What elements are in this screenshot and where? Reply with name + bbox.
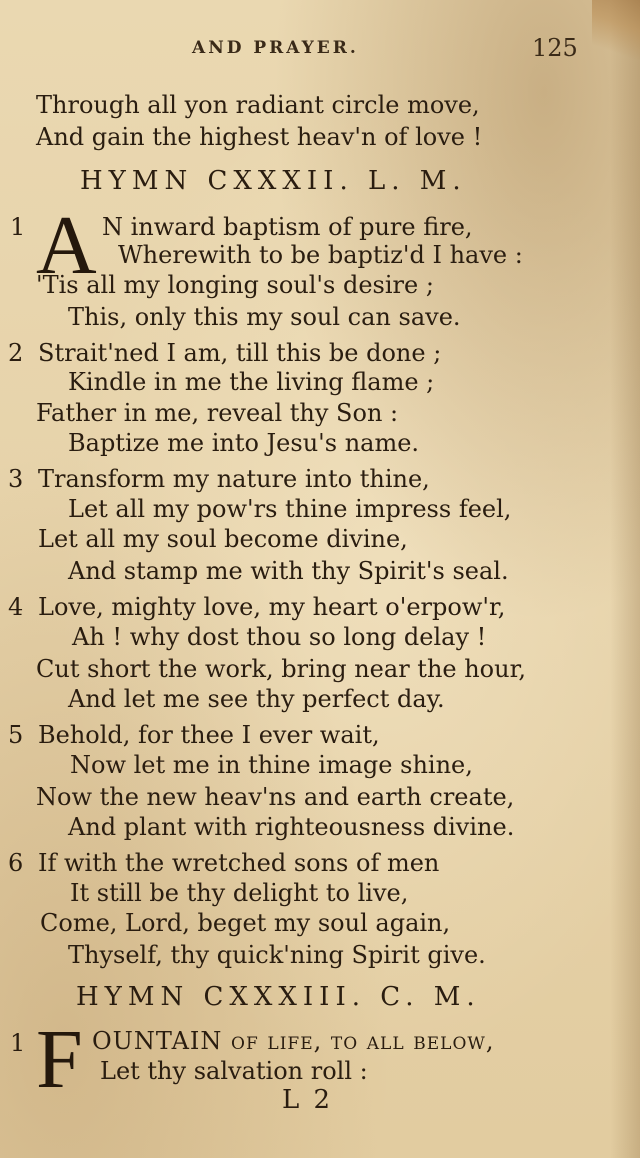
hymn-133-drop-cap: F <box>36 1013 83 1106</box>
signature-mark: L 2 <box>282 1085 334 1115</box>
hymn-132-verse-6-number: 6 <box>8 849 24 877</box>
hymn-132-verse-6-line-1: If with the wretched sons of men <box>38 849 440 877</box>
hymn-132-verse-2-line-2: Kindle in me the living flame ; <box>68 368 435 396</box>
hymn-132-verse-3-line-2: Let all my pow'rs thine impress feel, <box>68 495 512 523</box>
running-head <box>0 34 640 66</box>
hymn-133-title: HYMN CXXXIII. C. M. <box>76 982 481 1012</box>
hymn-132-verse-5-line-1: Behold, for thee I ever wait, <box>38 721 380 749</box>
hymn-133-verse-1-line-2: Let thy salvation roll : <box>100 1057 368 1085</box>
hymn-132-verse-2-line-4: Baptize me into Jesu's name. <box>68 429 420 457</box>
hymn-132-drop-cap: A <box>36 199 97 292</box>
hymn-132-verse-4-line-4: And let me see thy perfect day. <box>68 685 445 713</box>
hymn-132-verse-3-line-4: And stamp me with thy Spirit's seal. <box>68 557 509 585</box>
hymn-132-verse-5-line-4: And plant with righteousness divine. <box>68 813 515 841</box>
hymn-132-verse-5-number: 5 <box>8 721 24 749</box>
hymn-132-verse-4-line-1: Love, mighty love, my heart o'erpow'r, <box>38 593 506 621</box>
hymn-132-verse-4-line-2: Ah ! why dost thou so long delay ! <box>72 623 487 651</box>
hymn-132-verse-6-line-2: It still be thy delight to live, <box>70 879 409 907</box>
hymn-132-verse-5-line-3: Now the new heav'ns and earth create, <box>36 783 515 811</box>
hymn-132-verse-4-number: 4 <box>8 593 24 621</box>
hymn-132-verse-5-line-2: Now let me in thine image shine, <box>70 751 473 779</box>
hymn-132-verse-1-line-4: This, only this my soul can save. <box>68 303 461 331</box>
opening-line-1: Through all yon radiant circle move, <box>36 91 480 119</box>
hymn-132-verse-3-line-3: Let all my soul become divine, <box>38 525 408 553</box>
hymn-132-verse-6-line-3: Come, Lord, beget my soul again, <box>40 909 451 937</box>
opening-line-2: And gain the highest heav'n of love ! <box>36 123 483 151</box>
hymn-132-verse-3-number: 3 <box>8 465 24 493</box>
hymn-132-verse-6-line-4: Thyself, thy quick'ning Spirit give. <box>68 941 486 969</box>
hymn-132-verse-3-line-1: Transform my nature into thine, <box>38 465 430 493</box>
hymn-132-verse-2-number: 2 <box>8 339 24 367</box>
hymn-132-verse-2-line-3: Father in me, reveal thy Son : <box>36 399 399 427</box>
hymn-132-verse-1-line-3: 'Tis all my longing soul's desire ; <box>36 271 434 299</box>
page-number: 125 <box>532 34 578 62</box>
running-title: AND PRAYER. <box>192 38 359 58</box>
page-edge-shadow <box>610 0 640 1158</box>
hymn-132-title: HYMN CXXXII. L. M. <box>80 166 467 196</box>
hymn-132-verse-2-line-1: Strait'ned I am, till this be done ; <box>38 339 442 367</box>
hymn-132-verse-1-line-2: Wherewith to be baptiz'd I have : <box>118 241 523 269</box>
hymn-132-verse-4-line-3: Cut short the work, bring near the hour, <box>36 655 527 683</box>
hymn-133-verse-1-line-1: OUNTAIN of life, to all below, <box>92 1027 495 1055</box>
hymn-132-verse-1-number: 1 <box>10 213 26 241</box>
hymn-132-verse-1-line-1: N inward baptism of pure fire, <box>102 213 473 241</box>
hymn-133-verse-1-number: 1 <box>10 1029 26 1057</box>
